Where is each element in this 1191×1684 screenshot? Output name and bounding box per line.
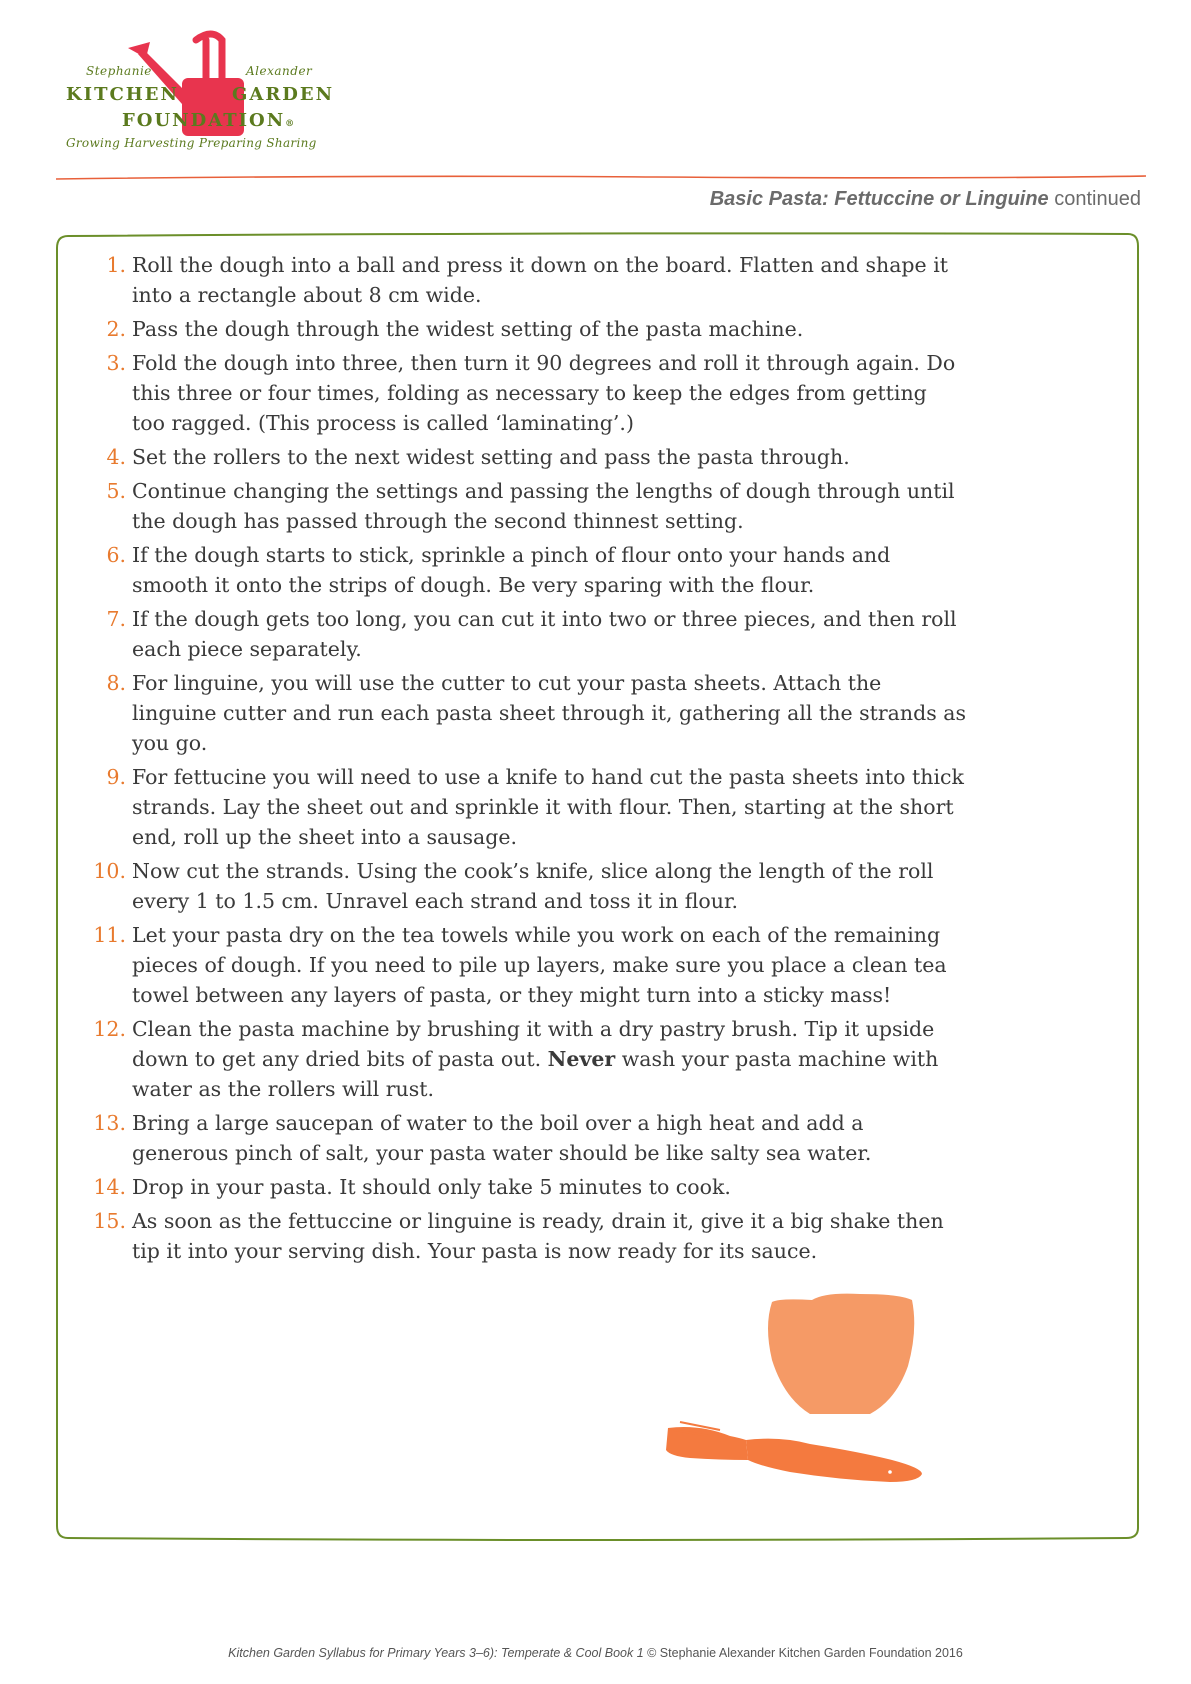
step-text: For linguine, you will use the cutter to cut your pasta sheets. Attach the linguine cutter and run each pasta sheet through it, gathering all the strands as you go. bbox=[132, 671, 966, 755]
step-number: 5. bbox=[106, 479, 126, 503]
step-text: If the dough gets too long, you can cut it into two or three pieces, and then roll each piece separately. bbox=[132, 607, 957, 661]
foundation-logo bbox=[66, 30, 366, 170]
step-number: 2. bbox=[106, 317, 126, 341]
step-number: 4. bbox=[106, 445, 126, 469]
step-text: Drop in your pasta. It should only take 5 minutes to cook. bbox=[132, 1175, 731, 1199]
list-item bbox=[86, 762, 966, 852]
list-item bbox=[86, 442, 966, 472]
logo-tagline: Growing Harvesting Preparing Sharing bbox=[66, 136, 317, 150]
step-text: For fettucine you will need to use a knife to hand cut the pasta sheets into thick strands. Lay the sheet out and sprinkle it with flour. Then, starting at the short end, roll up the sheet into a sausage. bbox=[132, 765, 964, 849]
list-item bbox=[86, 920, 966, 1010]
list-item bbox=[86, 1014, 966, 1104]
step-number: 10. bbox=[93, 859, 126, 883]
step-text: Pass the dough through the widest setting of the pasta machine. bbox=[132, 317, 804, 341]
logo-last-name: Alexander bbox=[246, 64, 313, 78]
footer-copyright: © Stephanie Alexander Kitchen Garden Foundation 2016 bbox=[643, 1646, 963, 1660]
step-number: 1. bbox=[106, 253, 126, 277]
logo-foundation: FOUNDATION® bbox=[122, 110, 297, 131]
step-number: 7. bbox=[106, 607, 126, 631]
step-number: 15. bbox=[93, 1209, 126, 1233]
logo-garden: GARDEN bbox=[232, 84, 335, 105]
step-text: If the dough starts to stick, sprinkle a pinch of flour onto your hands and smooth it onto the strips of dough. Be very sparing with the flour. bbox=[132, 543, 891, 597]
list-item bbox=[86, 668, 966, 758]
list-item bbox=[86, 604, 966, 664]
step-text: Set the rollers to the next widest setting and pass the pasta through. bbox=[132, 445, 850, 469]
header-rule bbox=[56, 174, 1146, 182]
step-text: As soon as the fettuccine or linguine is ready, drain it, give it a big shake then tip it into your serving dish. Your pasta is now ready for its sauce. bbox=[132, 1209, 944, 1263]
list-item bbox=[86, 314, 966, 344]
step-text: Let your pasta dry on the tea towels while you work on each of the remaining pieces of dough. If you need to pile up layers, make sure you place a clean tea towel between any layers of pasta, or they might turn into a sticky mass! bbox=[132, 923, 947, 1007]
step-number: 3. bbox=[106, 351, 126, 375]
list-item bbox=[86, 476, 966, 536]
step-number: 14. bbox=[93, 1175, 126, 1199]
step-number: 13. bbox=[93, 1111, 126, 1135]
step-number: 8. bbox=[106, 671, 126, 695]
bowl-icon bbox=[768, 1294, 914, 1414]
page-heading bbox=[710, 188, 1141, 211]
bowl-and-brush-illustration bbox=[660, 1290, 1000, 1510]
list-item bbox=[86, 1172, 966, 1202]
page-footer bbox=[0, 1646, 1191, 1660]
step-text: Roll the dough into a ball and press it down on the board. Flatten and shape it into a rectangle about 8 cm wide. bbox=[132, 253, 948, 307]
step-number: 9. bbox=[106, 765, 126, 789]
footer-book-title: Kitchen Garden Syllabus for Primary Years 3–6): Temperate & Cool Book 1 bbox=[228, 1646, 644, 1660]
step-text: Clean the pasta machine by brushing it with a dry pastry brush. Tip it upside down to get any dried bits of pasta out. Never wash your pasta machine with water as the rollers will rust. bbox=[132, 1017, 939, 1101]
logo-first-name: Stephanie bbox=[86, 64, 152, 78]
step-number: 11. bbox=[93, 923, 126, 947]
step-text: Fold the dough into three, then turn it 90 degrees and roll it through again. Do this three or four times, folding as necessary to keep the edges from getting too ragged. (This process is called ‘laminating’.) bbox=[132, 351, 956, 435]
step-text: Bring a large saucepan of water to the boil over a high heat and add a generous pinch of salt, your pasta water should be like salty sea water. bbox=[132, 1111, 872, 1165]
emphasis-never: Never bbox=[547, 1047, 616, 1071]
list-item bbox=[86, 1206, 966, 1266]
method-steps bbox=[86, 250, 966, 1270]
continued-label: continued bbox=[1054, 188, 1141, 210]
pastry-brush-icon bbox=[666, 1422, 922, 1482]
list-item bbox=[86, 348, 966, 438]
step-number: 6. bbox=[106, 543, 126, 567]
step-text: Now cut the strands. Using the cook’s knife, slice along the length of the roll every 1 to 1.5 cm. Unravel each strand and toss it in flour. bbox=[132, 859, 934, 913]
step-text: Continue changing the settings and passing the lengths of dough through until the dough has passed through the second thinnest setting. bbox=[132, 479, 955, 533]
list-item bbox=[86, 1108, 966, 1168]
recipe-title: Basic Pasta: Fettuccine or Linguine bbox=[709, 188, 1049, 210]
logo-kitchen: KITCHEN bbox=[66, 84, 179, 105]
list-item bbox=[86, 540, 966, 600]
step-number: 12. bbox=[93, 1017, 126, 1041]
list-item bbox=[86, 250, 966, 310]
list-item bbox=[86, 856, 966, 916]
